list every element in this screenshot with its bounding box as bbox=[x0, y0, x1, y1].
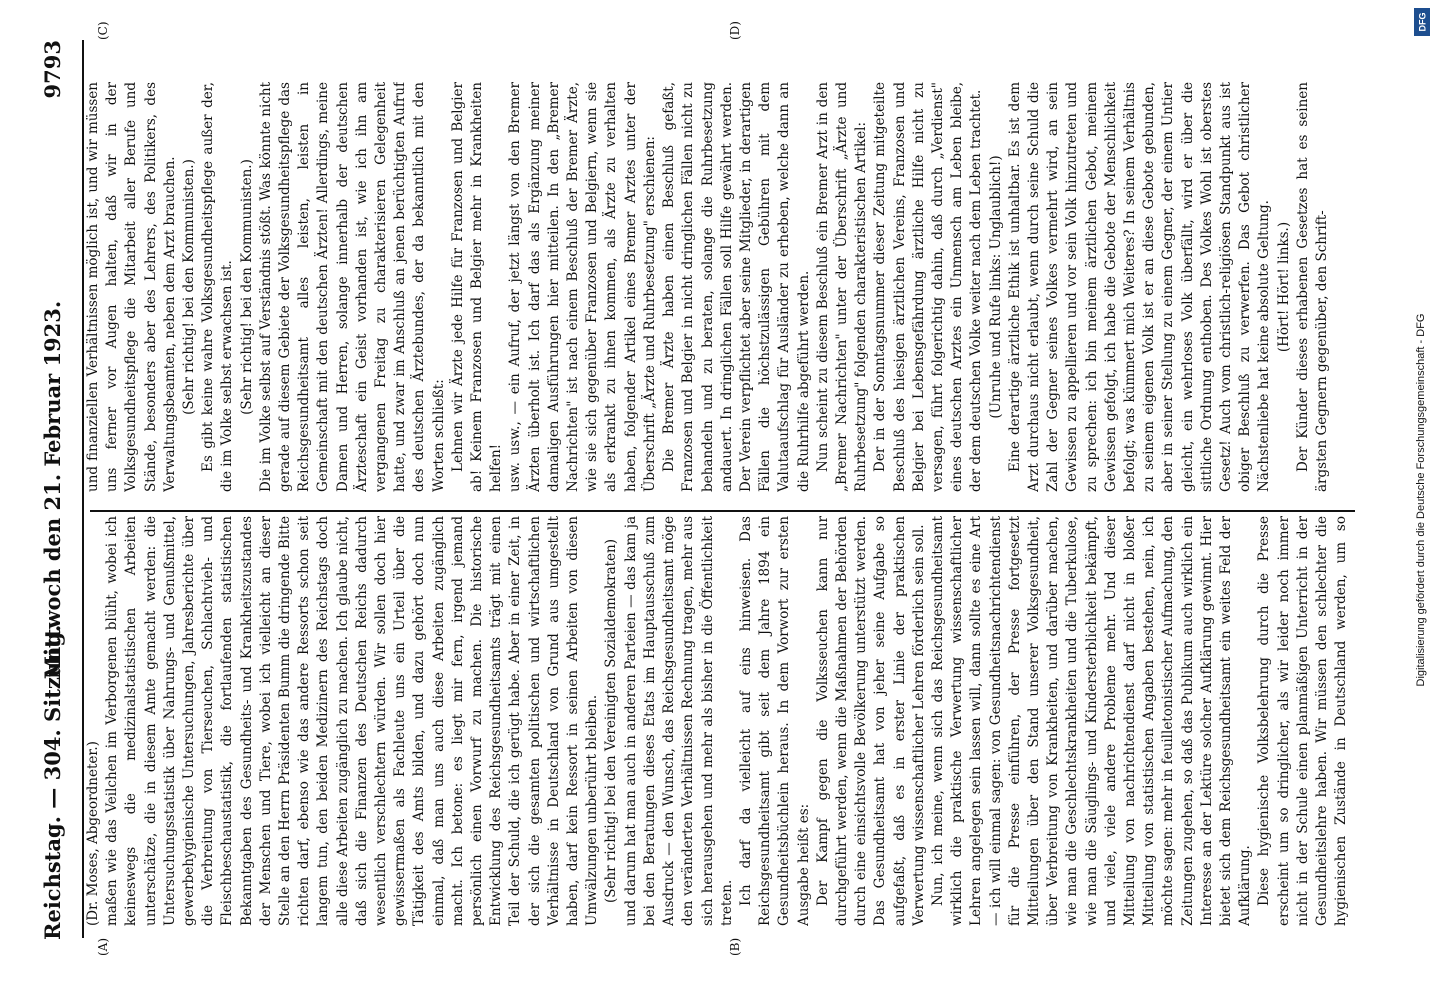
page-header bbox=[40, 40, 70, 940]
right-column bbox=[84, 82, 1349, 492]
paragraph: und finanziellen Verhältnissen möglich ist, und wir müssen uns ferner vor Augen halten, daß wir in der Volksgesundheitspflege die Mitarbeit aller Berufe und Stände, besonders aber des Lehrers, des Politikers, des Verwaltungsbeamten, neben dem Arzt brauchen. bbox=[85, 82, 178, 492]
interjection: (Sehr richtig! bei den Kommunisten.) bbox=[181, 159, 198, 415]
interjection: (Sehr richtig! bei den Kommunisten.) bbox=[238, 159, 255, 415]
paragraph: und darum hat man auch in anderen Parteien — das kam ja bei den Beratungen dieses Etats im Hauptausschuß zum Ausdruck — den Wunsch, das Reichsgesundheitsamt möge den veränderten Verhältnissen Rechnung tragen, mehr aus sich herausgehen und mehr als bisher in die Öffentlichkeit treten. bbox=[622, 516, 735, 926]
quotation: Die Bremer Ärzte haben einen Beschluß gefaßt, Franzosen und Belgier in nicht dringlichen Fällen nicht zu behandeln und zu beraten, solange die Ruhrbesetzung andauert. In dringlichen Fällen soll Hilfe gewährt werden. Der Verein verpflichtet aber seine Mitglieder, in derartigen Fällen die höchstzulässigen Gebühren mit dem Valutaaufschlag für Ausländer zu erheben, welche dann an die Ruhrhilfe abgeführt werden. bbox=[661, 82, 812, 492]
paragraph: maßen wie das Veilchen im Verborgenen blüht, wobei ich keineswegs die medizinalstatistischen Arbeiten unterschätze, die in diesem Amte gemacht werden: die Untersuchungsstatistik über Nahrungs- und Genußmittel, gewerbehygienische Untersuchungen, Jahresberichte über die Verbreitung von Tierseuchen, Schlachtvieh- und Fleischbeschaustatistik, die fortlaufenden statistischen Bekanntgaben des Gesundheits- und Krankheitszustandes der Menschen und Tiere, wobei ich vielleicht an dieser Stelle an den Herrn Präsidenten Bumm die dringende Bitte richten darf, ebenso wie das andere Ressorts schon seit langem tun, den beiden Medizinern des Reichstags doch alle diese Arbeiten zugänglich zu machen. Ich glaube nicht, daß sich die Finanzen des Deutschen Reichs dadurch wesentlich verschlechtern würden. Wir sollen doch hier gewissermaßen als Fachleute uns ein Urteil über die Tätigkeit des Amts bilden, und dazu gehört doch nun einmal, daß man uns auch diese Arbeiten zugänglich macht. Ich betone: es liegt mir fern, irgend jemand persönlich einen Vorwurf zu machen. Die historische Entwicklung des Reichsgesundheitsamts trägt mit einen Teil der Schuld, die ich gerügt habe. Aber in einer Zeit, in der sich die gesamten politischen und wirtschaftlichen Verhältnisse in Deutschland von Grund aus umgestellt haben, darf kein Ressort in seinen Arbeiten von diesen Umwälzungen unberührt bleiben. bbox=[104, 516, 601, 926]
interjection: (Sehr richtig! bei den Vereinigten Sozialdemokraten) bbox=[603, 538, 620, 904]
dfg-label: DFG bbox=[1417, 12, 1427, 32]
left-column bbox=[84, 516, 1349, 926]
header-date: Mittwoch den 21. Februar 1923. bbox=[40, 300, 65, 680]
paragraph: Nun scheint zu diesem Beschluß ein Bremer Arzt in den „Bremer Nachrichten" unter der Überschrift „Ärzte und Ruhrbesetzung" folgenden charakteristischen Artikel: bbox=[814, 82, 870, 492]
header-left: Reichstag. — 304. Sitzung. bbox=[40, 624, 65, 940]
interjection: (Hört! Hört! links.) bbox=[1275, 221, 1292, 353]
dfg-logo-icon bbox=[1414, 8, 1430, 36]
speaker-line: (Dr. Moses, Abgeordneter.) bbox=[85, 741, 101, 926]
quotation: Lehnen wir Ärzte jede Hilfe für Franzosen und Belgier ab! Keinem Franzosen und Belgier mehr in Krankheiten helfen! bbox=[449, 82, 505, 492]
paragraph: Ich darf da vielleicht auf eins hinweisen. Das Reichsgesundheitsamt gibt seit dem Jahre 1894 ein Gesundheitsbüchlein heraus. In dem Vorwort zur ersten Ausgabe heißt es: bbox=[737, 516, 812, 926]
paragraph: Es gibt keine wahre Volksgesundheitspflege außer der, die im Volke selbst erwachsen ist. bbox=[200, 82, 236, 492]
quotation: Der Kampf gegen die Volksseuchen kann nur durchgeführt werden, wenn die Maßnahmen der Behörden durch eine einsichtsvolle Bevölkerung unterstützt werden. Das Gesundheitsamt hat von jeher seine Aufgabe so aufgefaßt, daß es in erster Linie der praktischen Verwertung wissenschaftlicher Lehren förderlich sein soll. bbox=[814, 516, 927, 926]
side-credit bbox=[1412, 8, 1430, 992]
margin-mark-a: (A) bbox=[96, 937, 110, 956]
margin-mark-b: (B) bbox=[728, 937, 742, 956]
paragraph: Der Künder dieses erhabenen Gesetzes hat es seinen ärgsten Gegnern gegenüber, den Schrift- bbox=[1294, 82, 1330, 492]
interjection: (Unruhe und Rufe links: Unglaublich!) bbox=[987, 155, 1004, 419]
paragraph: Die im Volke selbst auf Verständnis stößt. Was könnte nicht gerade auf diesem Gebiete der Volksgesundheitspflege das Reichsgesundheitsamt alles leisten, leisten in Gemeinschaft mit den deutschen Ärzten! Allerdings, meine Damen und Herren, solange innerhalb der deutschen Ärzteschaft ein Geist vorhanden ist, wie ich ihn am vergangenen Freitag zu charakterisieren Gelegenheit hatte, und zwar im Anschluß an jenen berüchtigten Aufruf des deutschen Ärztebundes, der da bekanntlich mit den Worten schließt: bbox=[257, 82, 447, 492]
quotation: Der in der Sonntagsnummer dieser Zeitung mitgeteilte Beschluß des hiesigen ärztlichen Vereins, Franzosen und Belgier bei Lebensgefährdung ärztliche Hilfe nicht zu versagen, führt folgerichtig dahin, daß durch „Verdienst" eines deutschen Arztes ein Unmensch am Leben bleibe, der dem deutschen Volke weiter nach dem Leben trachtet. bbox=[872, 82, 985, 492]
paragraph: Diese hygienische Volksbelehrung durch die Presse erscheint um so dringlicher, als wir leider noch immer nicht in der Schule einen planmäßigen Unterricht in der Gesundheitslehre haben. Wir müssen den schlechter die hygienischen Zustände in Deutschland werden, um so bbox=[1256, 516, 1349, 926]
paragraph: usw. usw., — ein Aufruf, der jetzt längst von den Bremer Ärzten überholt ist. Ich darf das als Ergänzung meiner damaligen Ausführungen hier mitteilen. In den „Bremer Nachrichten" ist nach einem Beschluß der Bremer Ärzte, wie sie sich gegenüber Franzosen und Belgiern, wenn sie als erkrankt zu ihnen kommen, als Ärzte zu verhalten haben, folgender Artikel eines Bremer Arztes unter der Überschrift „Ärzte und Ruhrbesetzung" erschienen: bbox=[507, 82, 658, 492]
margin-mark-c: (C) bbox=[96, 21, 110, 40]
page-number: 9793 bbox=[40, 40, 65, 99]
paragraph: Nun, ich meine, wenn sich das Reichsgesundheitsamt wirklich die praktische Verwertung wissenschaftlicher Lehren angelegen sein lassen will, dann sollte es eine Art — ich will einmal sagen: von Gesundheitsnachrichtendienst für die Presse einführen, der Presse fortgesetzt Mitteilungen über den Stand unserer Volksgesundheit, über Verbreitung von Krankheiten, und darüber machen, wie man die Geschlechtskrankheiten und die Tuberkulose, wie man die Säuglings- und Kindersterblichkeit bekämpft, und viele, viele andere Probleme mehr. Und dieser Mitteilung von nachrichtendienst darf nicht in bloßer Mitteilung von statistischen Angaben bestehen, nein, ich möchte sagen: mehr in feuilletonistischer Aufmachung, den Zeitungen zugehen, so daß das Publikum auch wirklich ein Interesse an der Lektüre solcher Aufklärung gewinnt. Hier bietet sich dem Reichsgesundheitsamt ein weites Feld der Aufklärung. bbox=[929, 516, 1254, 926]
quotation: Eine derartige ärztliche Ethik ist unhaltbar. Es ist dem Arzt durchaus nicht erlaubt, wenn durch seine Schuld die Zahl der Gegner seines Volkes vermehrt wird, an sein Gewissen zu appellieren und vor sein Volk hinzutreten und zu sprechen: ich bin meinem ärztlichen Gebot, meinem Gewissen gefolgt, ich habe die Gebote der Menschlichkeit befolgt; was kümmert mich Weiteres? In seinem Verhältnis zu seinem eigenen Volk ist er an diese Gebote gebunden, aber in seiner Stellung zu einem Gegner, der einem Untier gleicht, ein wehrloses Volk überfällt, wird er über die sittliche Ordnung enthoben. Des Volkes Wohl ist oberstes Gesetz! Auch vom christlich-religiösen Standpunkt aus ist obiger Beschluß zu verwerfen. Das Gebot christlicher Nächstenliebe hat keine absolute Geltung. bbox=[1006, 82, 1273, 492]
digitization-credit: Digitalisierung gefördert durch die Deutsche Forschungsgemeinschaft - DFG bbox=[1415, 313, 1427, 687]
margin-mark-d: (D) bbox=[728, 21, 742, 40]
column-divider bbox=[90, 510, 1355, 512]
